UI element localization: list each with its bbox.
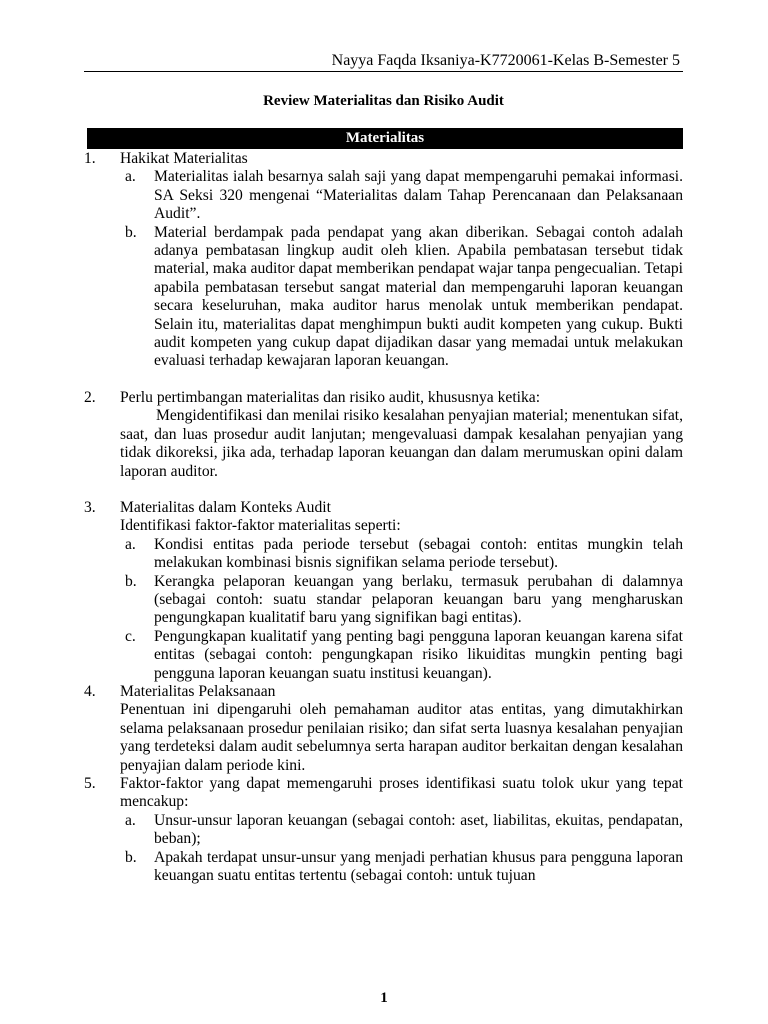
item-heading: Faktor-faktor yang dapat memengaruhi proses identifikasi suatu tolok ukur yang tepat mencakup: (120, 775, 683, 811)
sub-item (120, 812, 683, 849)
item-heading: Hakikat Materialitas (120, 150, 248, 167)
sub-item-letter: a. (125, 168, 136, 186)
list-item (84, 683, 683, 775)
list-item (84, 150, 683, 371)
sub-item (120, 536, 683, 573)
sub-item (120, 849, 683, 886)
document-body (84, 150, 683, 885)
page-number: 1 (380, 990, 388, 1006)
sub-item (120, 168, 683, 223)
sub-item-letter: b. (125, 572, 137, 590)
item-heading: Materialitas Pelaksanaan (120, 682, 276, 700)
sub-item-text: Apakah terdapat unsur-unsur yang menjadi perhatian khusus para pengguna laporan keuangan suatu entitas tertentu (sebagai contoh: untuk tujuan (154, 848, 683, 885)
list-item (84, 775, 683, 885)
header-author-line: Nayya Faqda Iksaniya-K7720061-Kelas B-Semester 5 (331, 52, 680, 69)
sub-item-letter: b. (125, 223, 137, 241)
header-rule (84, 71, 683, 72)
sub-item-text: Material berdampak pada pendapat yang akan diberikan. Sebagai contoh adalah adanya pembatasan lingkup audit oleh klien. Apabila pembatasan tersebut tidak material, maka auditor dapat memberikan pendapat wajar tanpa pengecualian. Tetapi apabila pembatasan tersebut sangat material dan mempengaruhi laporan keuangan secara keseluruhan, maka auditor harus menolak untuk memberikan pendapat. Selain itu, materialitas dapat menghimpun bukti audit kompeten yang cukup. Bukti audit kompeten yang cukup dapat dijadikan dasar yang memadai untuk melakukan evaluasi terhadap kewajaran laporan keuangan. (154, 223, 684, 370)
sub-item-text: Unsur-unsur laporan keuangan (sebagai contoh: aset, liabilitas, ekuitas, pendapatan, beban); (154, 811, 683, 848)
sub-item-letter: c. (125, 627, 136, 645)
sub-item-text: Materialitas ialah besarnya salah saji yang dapat mempengaruhi pemakai informasi. SA Seksi 320 mengenai “Materialitas dalam Tahap Perencanaan dan Pelaksanaan Audit”. (154, 168, 683, 223)
item-number: 2. (84, 388, 96, 406)
paragraph-gap (84, 371, 683, 389)
sub-item (120, 224, 683, 371)
sub-item-letter: b. (125, 848, 137, 866)
item-heading: Perlu pertimbangan materialitas dan risiko audit, khususnya ketika: (120, 388, 541, 406)
section-heading-bar: Materialitas (87, 128, 683, 149)
sub-item-text: Kondisi entitas pada periode tersebut (sebagai contoh: entitas mungkin telah melakukan kombinasi bisnis signifikan selama periode tersebut). (154, 535, 683, 572)
list-item (84, 389, 683, 481)
item-intro: Identifikasi faktor-faktor materialitas seperti: (120, 517, 401, 535)
sub-item-text: Pengungkapan kualitatif yang penting bagi pengguna laporan keuangan karena sifat entitas (sebagai contoh: pengungkapan risiko likuiditas mungkin penting bagi pengguna laporan keuangan suatu institusi keuangan). (154, 627, 683, 682)
item-number: 3. (84, 498, 96, 516)
document-title: Review Materialitas dan Risiko Audit (263, 93, 504, 109)
item-paragraph: Penentuan ini dipengaruhi oleh pemahaman auditor atas entitas, yang dimutakhirkan selama pelaksanaan prosedur penilaian risiko; dan sifat serta luasnya kesalahan penyajian yang terdeteksi dalam audit sebelumnya serta harapan auditor berkaitan dengan kesalahan penyajian dalam periode kini. (120, 701, 683, 774)
item-number: 5. (84, 775, 96, 792)
sub-item-letter: a. (125, 535, 136, 553)
list-item (84, 499, 683, 683)
item-number: 1. (84, 150, 96, 167)
item-heading: Materialitas dalam Konteks Audit (120, 498, 331, 516)
item-number: 4. (84, 682, 96, 700)
paragraph-gap (84, 481, 683, 499)
sub-item-text: Kerangka pelaporan keuangan yang berlaku, termasuk perubahan di dalamnya (sebagai contoh: suatu standar pelaporan keuangan baru yang mengharuskan pengungkapan kualitatif baru yang signifikan bagi entitas). (154, 572, 683, 627)
item-paragraph: Mengidentifikasi dan menilai risiko kesalahan penyajian material; menentukan sifat, saat, dan luas prosedur audit lanjutan; mengevaluasi dampak kesalahan penyajian yang tidak dikoreksi, jika ada, terhadap laporan keuangan dan dalam merumuskan opini dalam laporan auditor. (120, 407, 683, 480)
sub-item (120, 628, 683, 683)
sub-item-letter: a. (125, 811, 136, 829)
sub-item (120, 573, 683, 628)
